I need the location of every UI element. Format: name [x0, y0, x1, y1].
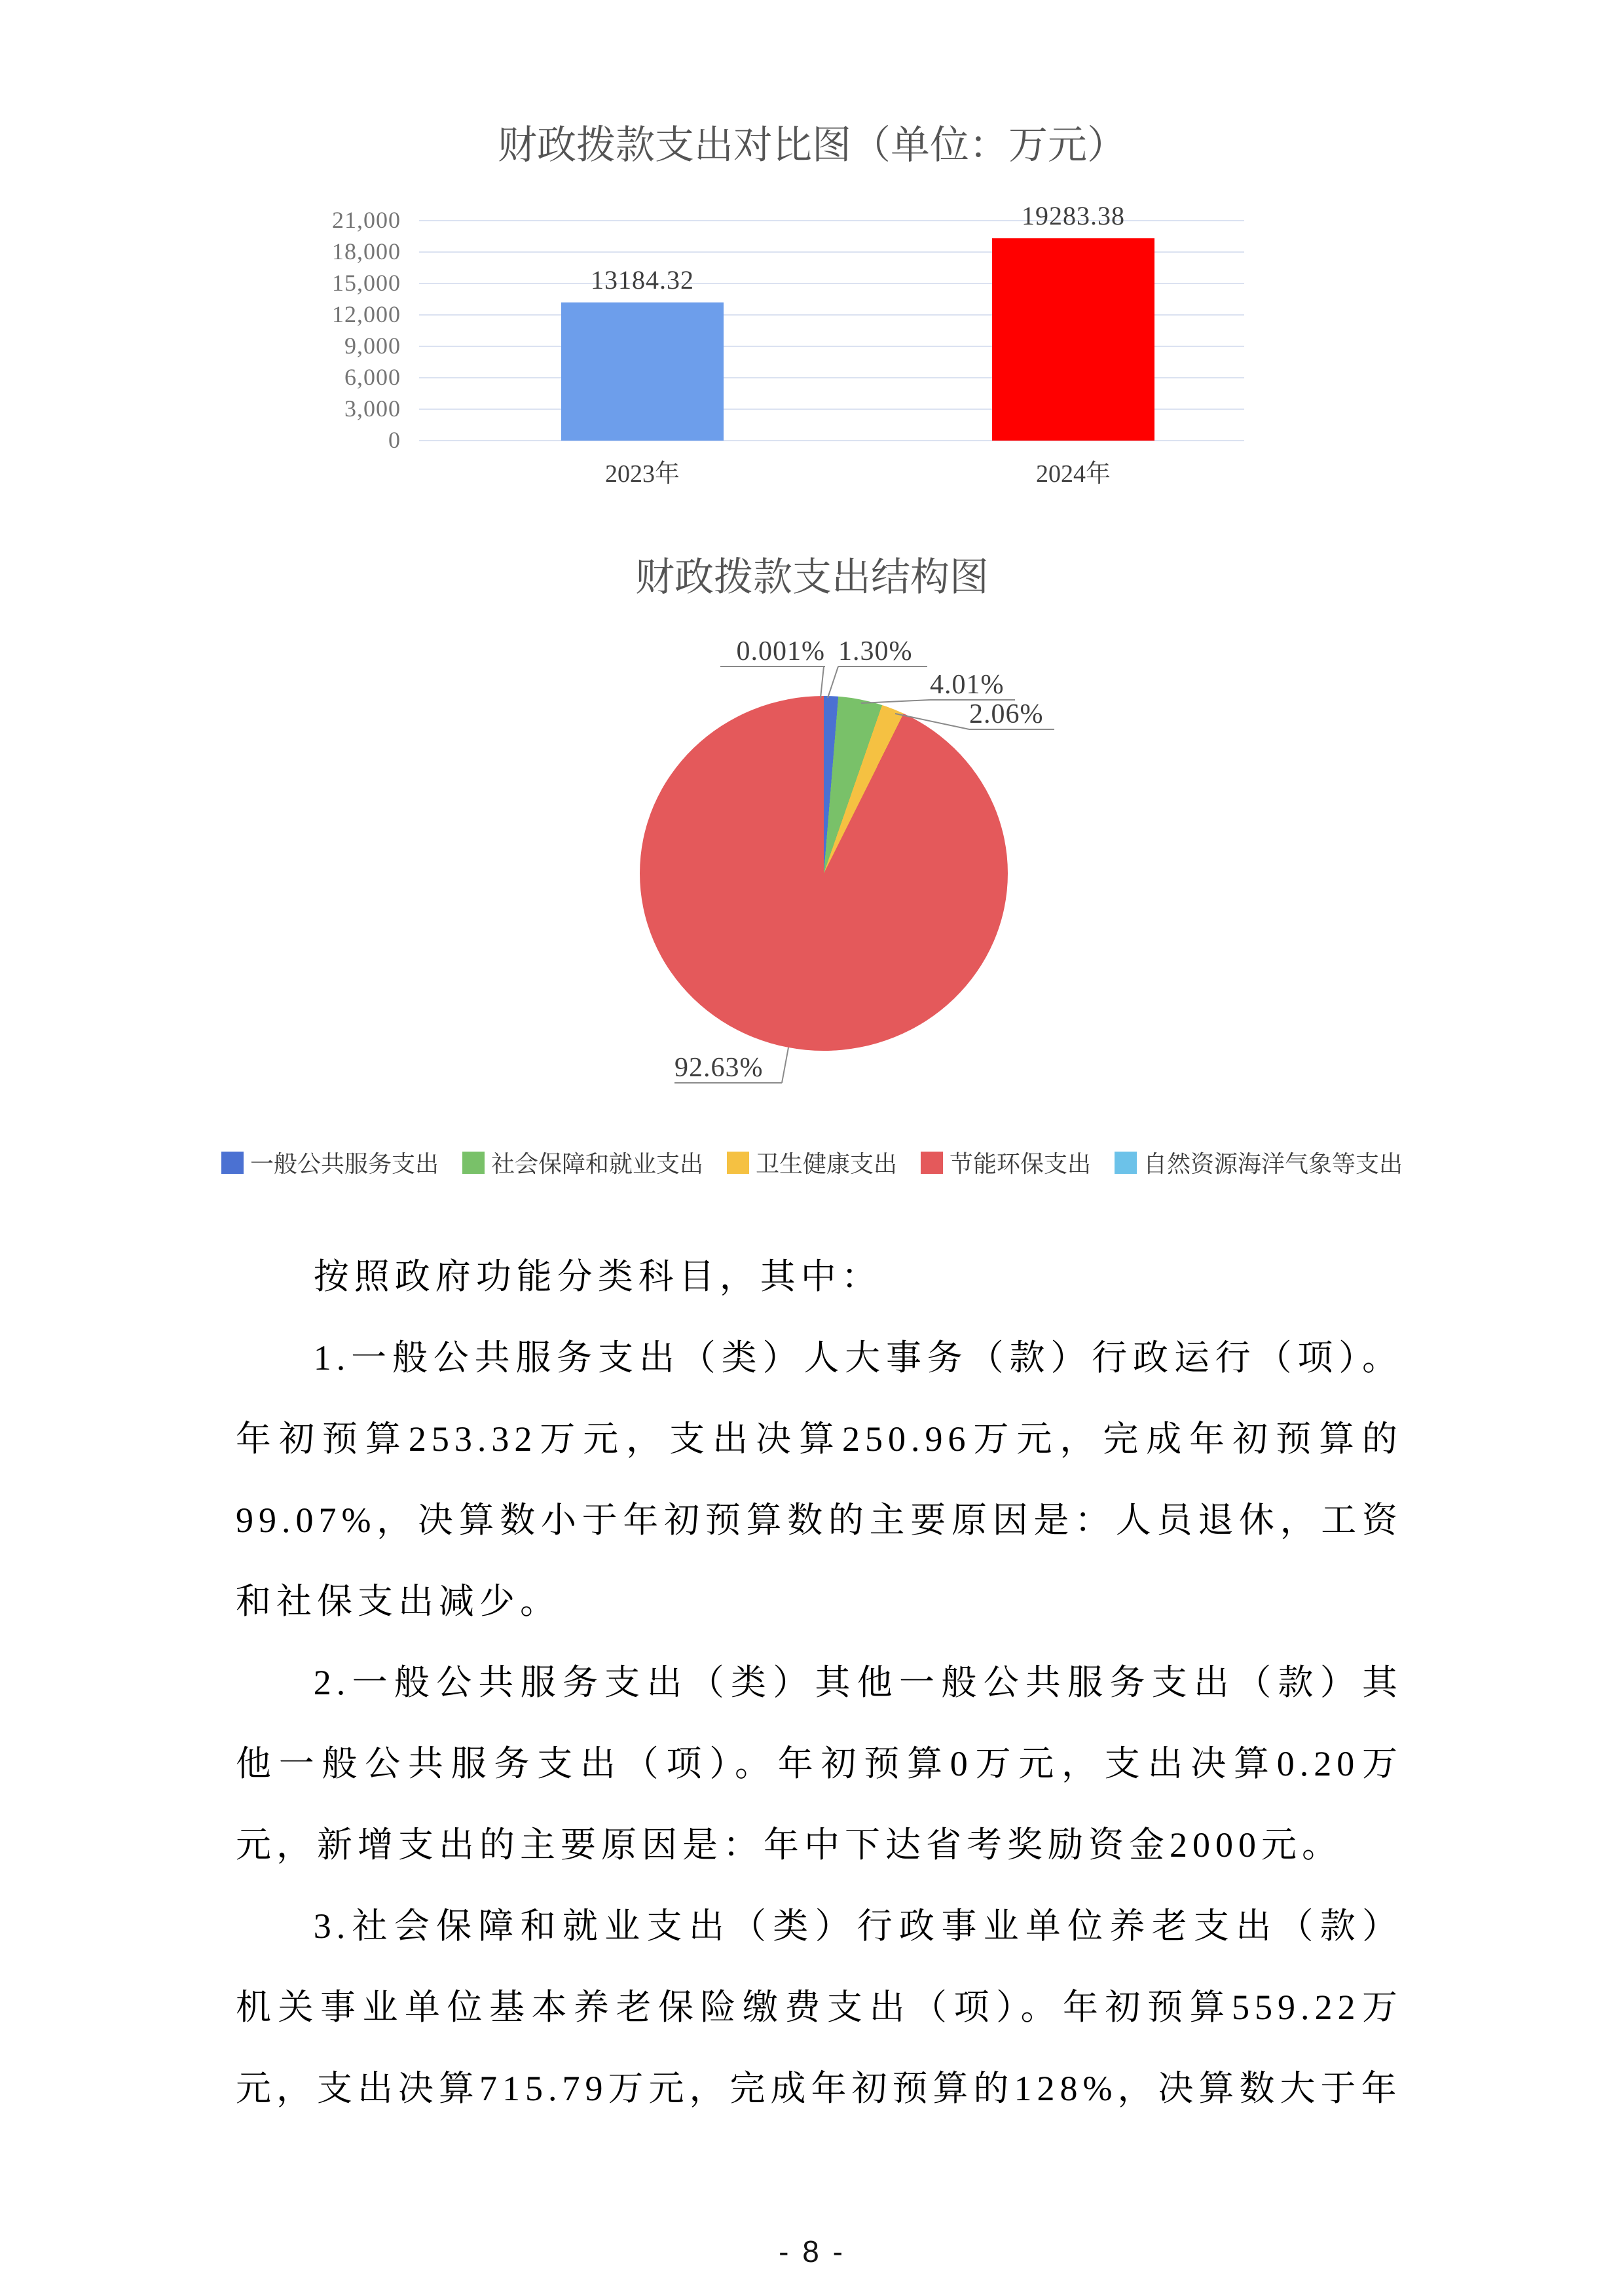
legend-item: [221, 1146, 439, 1179]
legend-swatch-icon: [462, 1152, 485, 1174]
leader-line: [828, 666, 838, 698]
y-tick: 6,000: [344, 364, 401, 390]
pie-chart-title: 财政拨款支出结构图: [635, 555, 989, 599]
bar-chart-title: 财政拨款支出对比图（单位：万元）: [498, 123, 1126, 167]
bar-2023: [561, 302, 724, 441]
paragraph: 1.一般公共服务支出（类）人大事务（款）行政运行（项）。年初预算253.32万元，支出决算250.96万元，完成年初预算的99.07%，决算数小于年初预算数的主要原因是：人员退休，工资和社保支出减少。: [236, 1338, 1403, 1621]
y-tick: 12,000: [332, 301, 401, 327]
leader-line: [821, 666, 824, 698]
legend-swatch-icon: [921, 1152, 943, 1174]
y-tick: 15,000: [332, 270, 401, 296]
legend-item: [462, 1146, 703, 1179]
pie-chart: [563, 622, 1087, 1139]
legend-swatch-icon: [221, 1152, 244, 1174]
bar-value-2024: 19283.38: [1022, 201, 1125, 231]
leader-line: [895, 714, 969, 729]
legend-label: 社会保障和就业支出: [490, 1150, 703, 1177]
x-category-2024: 2024年: [1035, 460, 1111, 488]
y-tick: 0: [388, 427, 401, 453]
legend-item: [727, 1146, 897, 1179]
legend-swatch-icon: [727, 1152, 749, 1174]
pie-label-general-public-services: 1.30%: [838, 638, 927, 667]
x-category-2023: 2023年: [604, 460, 680, 488]
pie-label-social-security: 4.01%: [930, 671, 1015, 701]
pie-label-energy-conservation: 92.63%: [674, 1054, 782, 1084]
legend-label: 节能环保支出: [950, 1150, 1092, 1177]
bar-2024: [992, 238, 1154, 441]
legend-label: 自然资源海洋气象等支出: [1143, 1150, 1403, 1177]
legend-item: [1115, 1146, 1403, 1179]
y-axis: [236, 207, 401, 453]
paragraph: 3.社会保障和就业支出（类）行政事业单位养老支出（款）机关事业单位基本养老保险缴费支出（项）。年初预算559.22万元，支出决算715.79万元，完成年初预算的128%，决算数大于年: [236, 1906, 1403, 2108]
leader-line: [782, 1048, 788, 1083]
bar-chart-plot: [419, 201, 1244, 441]
legend-item: [921, 1146, 1091, 1179]
pie-label-natural-resources: 0.001%: [720, 638, 825, 667]
y-tick: 9,000: [344, 333, 401, 359]
leader-line: [861, 700, 930, 703]
paragraph: 按照政府功能分类科目，其中：: [313, 1257, 882, 1296]
body-text: [236, 1236, 1403, 2129]
y-tick: 18,000: [332, 238, 401, 264]
page-number: - 8 -: [779, 2234, 845, 2269]
paragraph: 2.一般公共服务支出（类）其他一般公共服务支出（款）其他一般公共服务支出（项）。年初预算0万元，支出决算0.20万元，新增支出的主要原因是：年中下达省考奖励资金2000元。: [236, 1663, 1403, 1865]
legend-swatch-icon: [1115, 1152, 1137, 1174]
legend-label: 一般公共服务支出: [249, 1150, 439, 1177]
pie-legend: [0, 1146, 1624, 1179]
y-tick: 3,000: [344, 395, 401, 422]
legend-label: 卫生健康支出: [755, 1150, 897, 1177]
bar-value-2023: 13184.32: [591, 265, 694, 295]
y-tick: 21,000: [332, 207, 401, 233]
pie-label-health: 2.06%: [969, 701, 1054, 730]
